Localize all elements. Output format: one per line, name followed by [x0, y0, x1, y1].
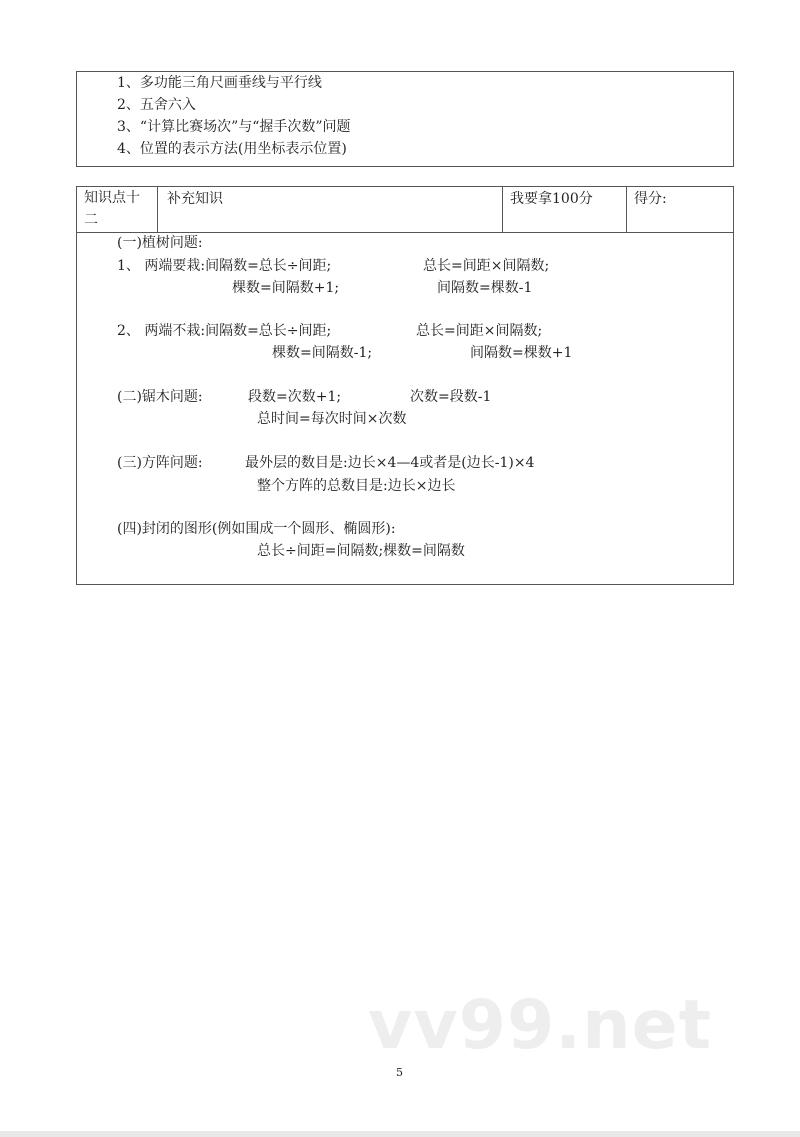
topic-item: 4、位置的表示方法(用坐标表示位置)	[117, 141, 347, 157]
divider	[76, 232, 734, 233]
knowledge-point-label: 知识点十	[84, 190, 140, 206]
section-title: 补充知识	[167, 191, 223, 207]
text-line: (二)锯木问题:	[117, 389, 203, 405]
topic-item: 3、“计算比赛场次”与“握手次数”问题	[117, 119, 351, 135]
topic-item: 2、五舍六入	[117, 97, 196, 113]
text-line: (三)方阵问题:	[117, 455, 203, 471]
text-line: 2、 两端不栽:间隔数=总长÷间距;	[117, 323, 332, 339]
text-line: (一)植树问题:	[117, 235, 203, 251]
text-line: 间隔数=棵数+1	[470, 345, 573, 361]
text-line: 最外层的数目是:边长×4—4或者是(边长-1)×4	[245, 455, 535, 471]
text-line: 次数=段数-1	[410, 389, 492, 405]
watermark: vv99.net	[368, 986, 713, 1065]
text-line: 棵数=间隔数+1;	[232, 280, 340, 296]
page-bottom-edge	[0, 1131, 800, 1137]
divider	[502, 186, 503, 232]
knowledge-point-label-cont: 二	[84, 212, 98, 228]
text-line: 段数=次数+1;	[248, 389, 342, 405]
text-line: (四)封闭的图形(例如围成一个圆形、椭圆形):	[117, 521, 396, 537]
text-line: 间隔数=棵数-1	[437, 280, 533, 296]
divider	[626, 186, 627, 232]
text-line: 整个方阵的总数目是:边长×边长	[257, 478, 456, 494]
goal-label: 我要拿100分	[510, 191, 593, 207]
topic-item: 1、多功能三角尺画垂线与平行线	[117, 75, 322, 91]
text-line: 棵数=间隔数-1;	[272, 345, 373, 361]
text-line: 总长=间距×间隔数;	[423, 258, 550, 274]
text-line: 总长=间距×间隔数;	[416, 323, 543, 339]
divider	[157, 186, 158, 232]
text-line: 1、 两端要栽:间隔数=总长÷间距;	[117, 258, 332, 274]
score-label: 得分:	[634, 191, 667, 207]
page-number: 5	[396, 1066, 403, 1079]
text-line: 总长÷间距=间隔数;棵数=间隔数	[257, 543, 465, 559]
text-line: 总时间=每次时间×次数	[257, 411, 407, 427]
